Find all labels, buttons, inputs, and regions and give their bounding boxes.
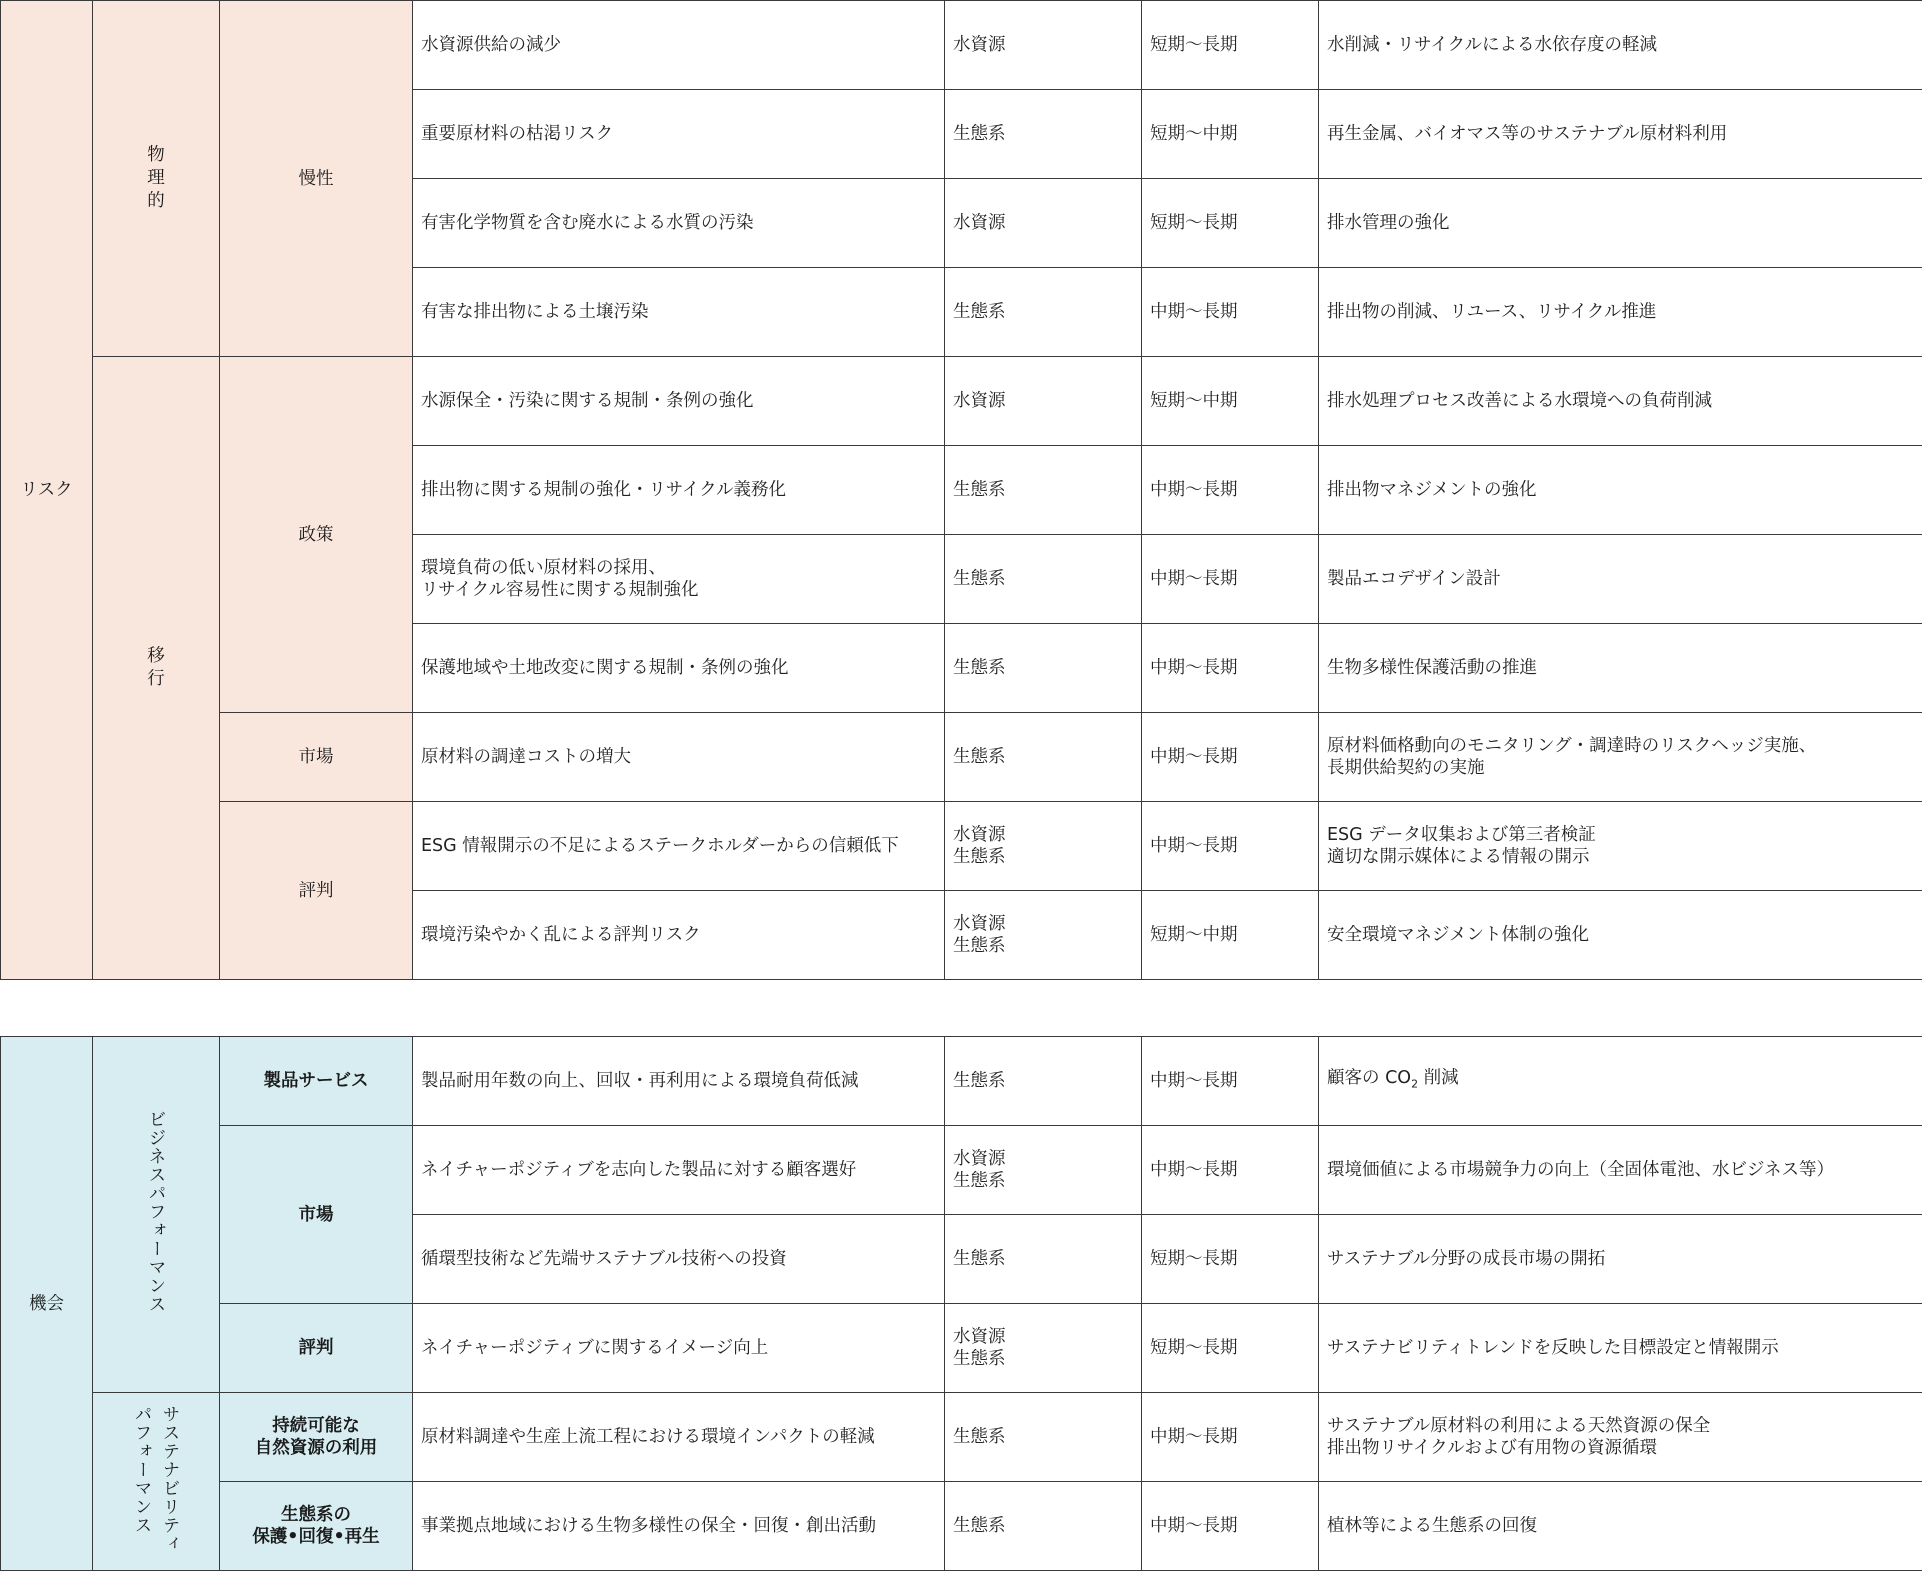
risk-type-reputation-label: 評判 — [298, 880, 334, 901]
risk-response: 安全環境マネジメント体制の強化 — [1319, 891, 1922, 980]
risk-item: 環境汚染やかく乱による評判リスク — [413, 891, 945, 980]
risk-group-transition-label: 移行 — [147, 646, 165, 689]
risk-period: 中期〜長期 — [1142, 624, 1319, 713]
risk-resource: 水資源 — [945, 179, 1142, 268]
risk-type-chronic — [220, 1, 413, 357]
risk-resource: 水資源 生態系 — [945, 891, 1142, 980]
risk-response: 製品エコデザイン設計 — [1319, 535, 1922, 624]
opportunity-period: 短期〜長期 — [1142, 1215, 1319, 1304]
opportunity-type-market-label: 市場 — [298, 1204, 334, 1225]
opportunity-group-sustainability-label — [128, 1405, 184, 1553]
risk-type-policy — [220, 357, 413, 713]
opportunity-type-reputation — [220, 1304, 413, 1393]
risk-period: 中期〜長期 — [1142, 802, 1319, 891]
risk-resource: 水資源 生態系 — [945, 802, 1142, 891]
opportunity-response: 植林等による生態系の回復 — [1319, 1482, 1922, 1571]
risk-response: ESG データ収集および第三者検証 適切な開示媒体による情報の開示 — [1319, 802, 1922, 891]
risk-response: 生物多様性保護活動の推進 — [1319, 624, 1922, 713]
risk-resource: 生態系 — [945, 90, 1142, 179]
risk-response: 再生金属、バイオマス等のサステナブル原材料利用 — [1319, 90, 1922, 179]
risk-resource: 生態系 — [945, 446, 1142, 535]
opportunity-item: ネイチャーポジティブを志向した製品に対する顧客選好 — [413, 1126, 945, 1215]
opportunity-type-resources-line1: 持続可能な — [272, 1416, 360, 1436]
opportunity-group-sustainability — [93, 1393, 220, 1571]
opportunity-response: サステナビリティトレンドを反映した目標設定と情報開示 — [1319, 1304, 1922, 1393]
risk-type-chronic-label: 慢性 — [298, 168, 334, 189]
opportunity-type-products — [220, 1037, 413, 1126]
risk-item: 有害な排出物による土壌汚染 — [413, 268, 945, 357]
risk-response: 排出物の削減、リユース、リサイクル推進 — [1319, 268, 1922, 357]
risk-group-physical — [93, 1, 220, 357]
risk-item: 環境負荷の低い原材料の採用、 リサイクル容易性に関する規制強化 — [413, 535, 945, 624]
opportunity-resource: 生態系 — [945, 1037, 1142, 1126]
risk-resource: 生態系 — [945, 713, 1142, 802]
risk-period: 短期〜中期 — [1142, 90, 1319, 179]
risk-item: ESG 情報開示の不足によるステークホルダーからの信頼低下 — [413, 802, 945, 891]
opportunity-resource: 水資源 生態系 — [945, 1304, 1142, 1393]
opportunity-category-cell — [1, 1037, 93, 1571]
opportunity-type-ecosystem — [220, 1482, 413, 1571]
opportunity-period: 中期〜長期 — [1142, 1482, 1319, 1571]
risk-response: 排出物マネジメントの強化 — [1319, 446, 1922, 535]
opportunity-resource: 生態系 — [945, 1393, 1142, 1482]
risk-response: 排水管理の強化 — [1319, 179, 1922, 268]
opportunity-group-sustainability-line1: サステナビリティ — [160, 1404, 180, 1553]
opportunity-category-label: 機会 — [29, 1293, 64, 1314]
risk-category-label: リスク — [20, 480, 73, 500]
risk-period: 中期〜長期 — [1142, 535, 1319, 624]
opportunity-item: 事業拠点地域における生物多様性の保全・回復・創出活動 — [413, 1482, 945, 1571]
opportunity-response: 環境価値による市場競争力の向上（全固体電池、水ビジネス等） — [1319, 1126, 1922, 1215]
opportunity-type-resources-line2: 自然資源の利用 — [254, 1438, 378, 1458]
opportunity-period: 中期〜長期 — [1142, 1126, 1319, 1215]
opportunity-resource: 生態系 — [945, 1215, 1142, 1304]
risk-type-policy-label: 政策 — [298, 524, 334, 545]
risk-resource: 水資源 — [945, 357, 1142, 446]
risk-item: 排出物に関する規制の強化・リサイクル義務化 — [413, 446, 945, 535]
opportunity-response: サステナブル分野の成長市場の開拓 — [1319, 1215, 1922, 1304]
opportunity-table — [0, 1036, 1922, 1571]
opportunity-item: 循環型技術など先端サステナブル技術への投資 — [413, 1215, 945, 1304]
co2-subscript: 2 — [1411, 1077, 1419, 1091]
risk-period: 中期〜長期 — [1142, 713, 1319, 802]
risk-type-market-label: 市場 — [298, 747, 334, 767]
risk-resource: 水資源 — [945, 1, 1142, 90]
risk-item: 重要原材料の枯渇リスク — [413, 90, 945, 179]
opportunity-resource: 水資源 生態系 — [945, 1126, 1142, 1215]
opportunity-type-ecosystem-line1: 生態系の — [281, 1505, 351, 1525]
risk-period: 短期〜中期 — [1142, 357, 1319, 446]
opportunity-type-products-label: 製品サービス — [263, 1071, 369, 1091]
opportunity-item: ネイチャーポジティブに関するイメージ向上 — [413, 1304, 945, 1393]
risk-resource: 生態系 — [945, 268, 1142, 357]
opportunity-group-sustainability-line2: パフォーマンス — [132, 1404, 152, 1534]
risk-response: 原材料価格動向のモニタリング・調達時のリスクヘッジ実施、 長期供給契約の実施 — [1319, 713, 1922, 802]
risk-item: 水源保全・汚染に関する規制・条例の強化 — [413, 357, 945, 446]
opportunity-group-business — [93, 1037, 220, 1393]
opportunity-type-ecosystem-line2: 保護•回復•再生 — [252, 1527, 380, 1547]
risk-resource: 生態系 — [945, 624, 1142, 713]
opportunity-item: 原材料調達や生産上流工程における環境インパクトの軽減 — [413, 1393, 945, 1482]
risk-response: 排水処理プロセス改善による水環境への負荷削減 — [1319, 357, 1922, 446]
risk-category-cell — [1, 1, 93, 980]
opportunity-period: 中期〜長期 — [1142, 1037, 1319, 1126]
co2-response-prefix: 顧客の CO — [1327, 1067, 1412, 1088]
opportunity-period: 短期〜長期 — [1142, 1304, 1319, 1393]
risk-group-transition — [93, 357, 220, 980]
opportunity-resource: 生態系 — [945, 1482, 1142, 1571]
risk-period: 中期〜長期 — [1142, 268, 1319, 357]
risk-period: 短期〜中期 — [1142, 891, 1319, 980]
opportunity-type-resources — [220, 1393, 413, 1482]
opportunity-group-business-label: ビジネスパフォーマンス — [146, 1109, 166, 1314]
risk-item: 有害化学物質を含む廃水による水質の汚染 — [413, 179, 945, 268]
risk-item: 水資源供給の減少 — [413, 1, 945, 90]
risk-response: 水削減・リサイクルによる水依存度の軽減 — [1319, 1, 1922, 90]
risk-type-reputation — [220, 802, 413, 980]
risk-group-physical-label: 物理的 — [147, 145, 165, 211]
risk-period: 短期〜長期 — [1142, 1, 1319, 90]
opportunity-response — [1319, 1037, 1922, 1126]
opportunity-type-market — [220, 1126, 413, 1304]
risk-item: 原材料の調達コストの増大 — [413, 713, 945, 802]
opportunity-item: 製品耐用年数の向上、回収・再利用による環境負荷低減 — [413, 1037, 945, 1126]
risk-period: 短期〜長期 — [1142, 179, 1319, 268]
co2-response-suffix: 削減 — [1418, 1067, 1459, 1088]
risk-item: 保護地域や土地改変に関する規制・条例の強化 — [413, 624, 945, 713]
risk-resource: 生態系 — [945, 535, 1142, 624]
opportunity-response: サステナブル原材料の利用による天然資源の保全 排出物リサイクルおよび有用物の資源循環 — [1319, 1393, 1922, 1482]
opportunity-type-reputation-label: 評判 — [298, 1338, 334, 1358]
risk-type-market — [220, 713, 413, 802]
opportunity-period: 中期〜長期 — [1142, 1393, 1319, 1482]
risk-period: 中期〜長期 — [1142, 446, 1319, 535]
